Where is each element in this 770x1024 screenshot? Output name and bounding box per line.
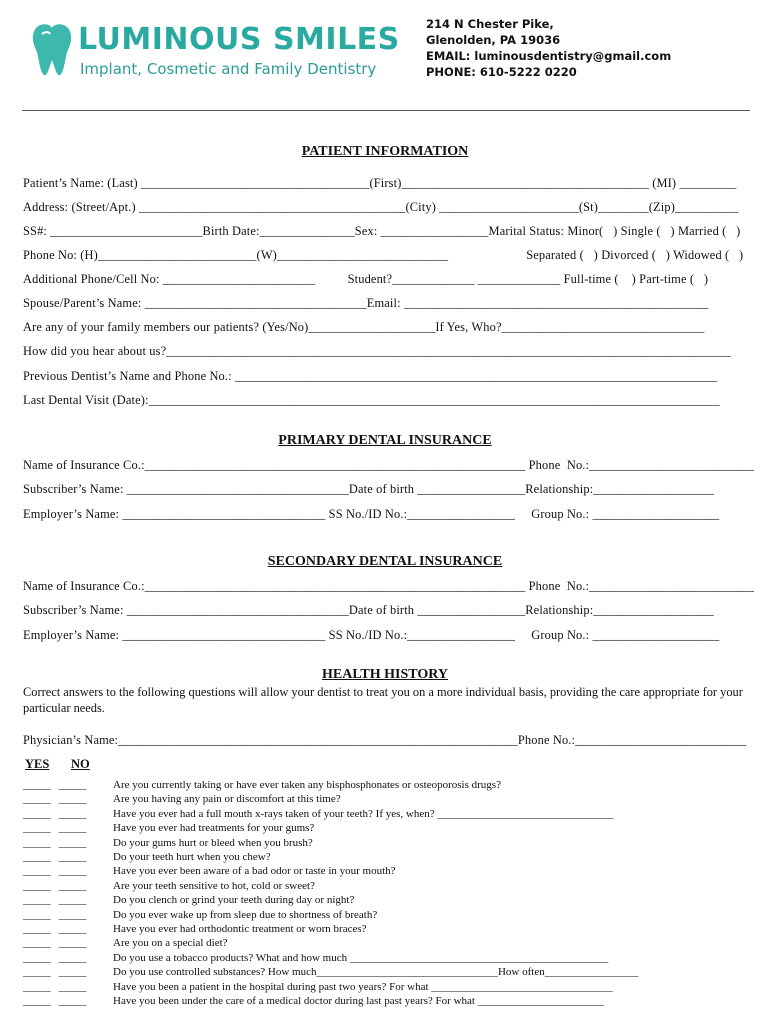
- answer-blanks[interactable]: _____ _____: [23, 865, 87, 878]
- brand-name: LUMINOUS SMILES: [78, 22, 400, 57]
- answer-blanks[interactable]: _____ _____: [23, 966, 87, 979]
- patient-name-line[interactable]: Patient’s Name: (Last) ____________________________________(First)_______________________________________ (MI) _________: [23, 176, 737, 190]
- question-text: Have you ever had orthodontic treatment or worn braces?: [113, 923, 367, 935]
- family-members-line[interactable]: Are any of your family members our patients? (Yes/No)____________________If Yes, Who?________________________________: [23, 320, 705, 334]
- physician-line[interactable]: Physician’s Name:_______________________________________________________________Phone No.:___________________________: [23, 733, 747, 747]
- secondary-insurance-heading: SECONDARY DENTAL INSURANCE: [267, 554, 503, 569]
- question-text: Have you been a patient in the hospital during past two years? For what _________________________________: [113, 980, 613, 993]
- no-column-label: NO: [71, 757, 90, 771]
- answer-blanks[interactable]: _____ _____: [23, 980, 87, 993]
- question-text: Have you ever had a full mouth x-rays taken of your teeth? If yes, when? ________________________________: [113, 807, 614, 820]
- question-text: Do you use a tobacco products? What and how much _______________________________________________: [113, 951, 609, 964]
- last-visit-line[interactable]: Last Dental Visit (Date):__________________________________________________________________________________________: [23, 393, 720, 407]
- previous-dentist-line[interactable]: Previous Dentist’s Name and Phone No.: ____________________________________________________________________________: [23, 369, 718, 383]
- answer-blanks[interactable]: _____ _____: [23, 851, 87, 863]
- answer-blanks[interactable]: _____ _____: [23, 822, 87, 835]
- question-text: Do you ever wake up from sleep due to shortness of breath?: [113, 908, 378, 921]
- practice-logo: [30, 22, 400, 82]
- question-text: Are you currently taking or have ever taken any bisphosphonates or osteoporosis drugs?: [113, 779, 501, 791]
- primary-subscriber-line[interactable]: Subscriber’s Name: ___________________________________Date of birth _________________Relationship:___________________: [23, 482, 714, 496]
- question-text: Are your teeth sensitive to hot, cold or sweet?: [113, 879, 315, 892]
- referral-line[interactable]: How did you hear about us?_________________________________________________________________________________________: [23, 344, 731, 358]
- email-line: EMAIL: luminousdentistry@gmail.com: [426, 49, 672, 63]
- question-text: Do your gums hurt or bleed when you brush?: [113, 836, 313, 849]
- health-history-heading: HEALTH HISTORY: [322, 667, 448, 682]
- answer-blanks[interactable]: _____ _____: [23, 779, 87, 791]
- address-line-1: 214 N Chester Pike,: [426, 17, 554, 31]
- primary-insurance-heading: PRIMARY DENTAL INSURANCE: [278, 433, 492, 448]
- question-text: Are you having any pain or discomfort at this time?: [113, 793, 341, 806]
- answer-blanks[interactable]: _____ _____: [23, 894, 87, 907]
- ss-birth-sex-line[interactable]: SS#: ________________________Birth Date:_______________Sex: _________________Marital Status: Minor( ) Single ( ) Married ( ): [23, 224, 741, 238]
- answer-blanks[interactable]: _____ _____: [23, 995, 87, 1007]
- answer-blanks[interactable]: _____ _____: [23, 937, 87, 950]
- brand-tagline: Implant, Cosmetic and Family Dentistry: [80, 60, 377, 78]
- question-text: Do you use controlled substances? How much_________________________________How often_________________: [113, 966, 639, 979]
- question-text: Do your teeth hurt when you chew?: [113, 851, 271, 863]
- question-text: Are you on a special diet?: [113, 937, 228, 950]
- answer-blanks[interactable]: _____ _____: [23, 807, 87, 820]
- answer-blanks[interactable]: _____ _____: [23, 923, 87, 935]
- primary-employer-line[interactable]: Employer’s Name: ________________________________ SS No./ID No.:_________________ Group No.: ____________________: [23, 507, 720, 521]
- answer-blanks[interactable]: _____ _____: [23, 836, 87, 849]
- health-history-intro: Correct answers to the following questions will allow your dentist to treat you on a more individual basis, providing the care appropriate for your particular needs.: [23, 685, 743, 715]
- question-text: Have you ever been aware of a bad odor or taste in your mouth?: [113, 865, 396, 878]
- phone-line: PHONE: 610-5222 0220: [426, 65, 577, 79]
- spouse-email-line[interactable]: Spouse/Parent’s Name: ___________________________________Email: ________________________________________________: [23, 296, 709, 310]
- address-line-2: Glenolden, PA 19036: [426, 33, 561, 47]
- address-line[interactable]: Address: (Street/Apt.) __________________________________________(City) ______________________(St)________(Zip)__________: [23, 200, 739, 214]
- tooth-icon: [30, 22, 74, 78]
- question-text: Have you been under the care of a medical doctor during last past years? For what _______________________: [113, 995, 605, 1007]
- patient-info-heading: PATIENT INFORMATION: [301, 144, 469, 159]
- answer-blanks[interactable]: _____ _____: [23, 879, 87, 892]
- answer-blanks[interactable]: _____ _____: [23, 951, 87, 964]
- question-text: Do you clench or grind your teeth during day or night?: [113, 894, 355, 907]
- answer-blanks[interactable]: _____ _____: [23, 793, 87, 806]
- secondary-subscriber-line[interactable]: Subscriber’s Name: ___________________________________Date of birth _________________Relationship:___________________: [23, 603, 714, 617]
- secondary-insurance-co-line[interactable]: Name of Insurance Co.:____________________________________________________________ Phone No.:__________________________: [23, 579, 755, 593]
- yes-column-label: YES: [25, 757, 50, 771]
- secondary-employer-line[interactable]: Employer’s Name: ________________________________ SS No./ID No.:_________________ Group No.: ____________________: [23, 628, 720, 642]
- answer-blanks[interactable]: _____ _____: [23, 908, 87, 921]
- additional-phone-line[interactable]: Additional Phone/Cell No: ________________________ Student?_____________ _____________ Full-time ( ) Part-time ( ): [23, 272, 709, 286]
- contact-block: [426, 16, 671, 80]
- question-text: Have you ever had treatments for your gums?: [113, 822, 315, 835]
- phone-line-field[interactable]: Phone No: (H)_________________________(W)___________________________ Separated ( ) Divorced ( ) Widowed ( ): [23, 248, 744, 262]
- primary-insurance-co-line[interactable]: Name of Insurance Co.:____________________________________________________________ Phone No.:__________________________: [23, 458, 755, 472]
- header-divider: [22, 110, 750, 111]
